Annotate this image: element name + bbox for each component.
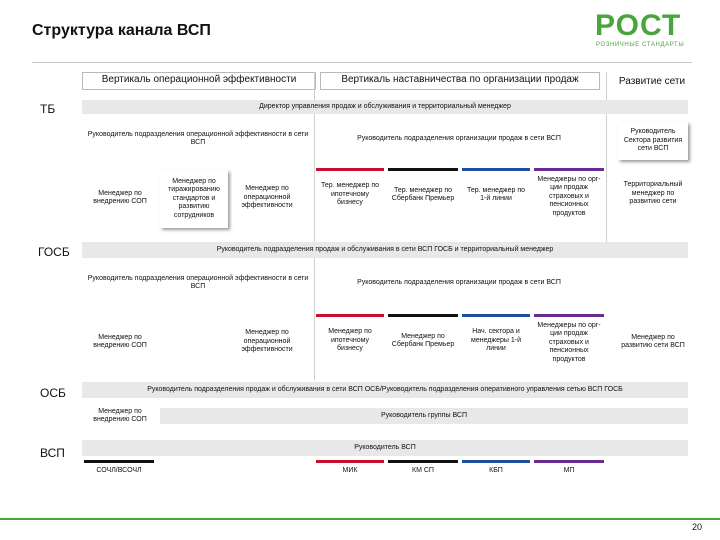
svg-text:РОЗНИЧНЫЕ СТАНДАРТЫ: РОЗНИЧНЫЕ СТАНДАРТЫ — [596, 42, 685, 48]
gosb-opeff-manager: Менеджер по операционной эффективности — [232, 318, 302, 366]
header-divider — [32, 62, 692, 63]
footer-line — [0, 518, 720, 520]
tb-line1-bar — [462, 168, 530, 171]
level-vsp: ВСП — [40, 446, 65, 460]
tb-opeff-manager: Менеджер по операционной эффективности — [232, 176, 302, 220]
vsp-kbp: КБП — [462, 463, 530, 479]
gosb-insurance-bar — [534, 314, 604, 317]
header-mentoring: Вертикаль наставничества по организации продаж — [320, 72, 600, 90]
tb-premier-bar — [388, 168, 458, 171]
osb-band: Руководитель подразделения продаж и обслуживания в сети ВСП ОСБ/Руководитель подразделения оперативного управления сетью ВСП ГОСБ — [82, 382, 688, 398]
gosb-mortgage-manager: Менеджер по ипотечному бизнесу — [316, 318, 384, 364]
gosb-sales-head: Руководитель подразделения организации продаж в сети ВСП — [320, 268, 598, 298]
vsp-kmsp: КМ СП — [388, 463, 458, 479]
gosb-premier-bar — [388, 314, 458, 317]
gosb-band: Руководитель подразделения продаж и обслуживания в сети ВСП ГОСБ и территориальный менеджер — [82, 242, 688, 258]
tb-mortgage-manager: Тер. менеджер по ипотечному бизнесу — [316, 172, 384, 218]
tb-network-head: Руководитель Сектора развития сети ВСП — [618, 122, 688, 160]
gosb-line1-bar — [462, 314, 530, 317]
gosb-mortgage-bar — [316, 314, 384, 317]
vsp-mp: МП — [534, 463, 604, 479]
tb-territorial-manager: Территориальный менеджер по развитию сети — [618, 174, 688, 214]
page-number: 20 — [691, 522, 702, 532]
vsp-band: Руководитель ВСП — [82, 440, 688, 456]
rost-logo-mark — [595, 8, 705, 50]
tb-replication-manager: Менеджер по тиражированию стандартов и развитию сотрудников — [160, 170, 228, 228]
header-network: Развитие сети — [618, 76, 686, 87]
tb-band: Директор управления продаж и обслуживания и территориальный менеджер — [82, 100, 688, 114]
gosb-premier-manager: Менеджер по Сбербанк Премьер — [388, 318, 458, 364]
level-tb: ТБ — [40, 102, 56, 116]
gosb-insurance-manager: Менеджеры по орг-ции продаж страховых и пенсионных продуктов — [534, 318, 604, 368]
gosb-ops-head: Руководитель подразделения операционной эффективности в сети ВСП — [82, 268, 314, 298]
osb-sop-manager: Менеджер по внедрению СОП — [84, 404, 156, 428]
level-gosb: ГОСБ — [38, 245, 70, 259]
header-operational: Вертикаль операционной эффективности — [82, 72, 316, 90]
osb-group-band: Руководитель группы ВСП — [160, 408, 688, 424]
gosb-network-manager: Менеджер по развитию сети ВСП — [618, 322, 688, 362]
svg-text:РОСТ: РОСТ — [595, 9, 682, 42]
tb-insurance-bar — [534, 168, 604, 171]
vsp-sochl: СОЧЛ/ВСОЧЛ — [84, 463, 154, 479]
column-separator — [314, 72, 315, 380]
vsp-mik: МИК — [316, 463, 384, 479]
tb-ops-head: Руководитель подразделения операционной эффективности в сети ВСП — [82, 124, 314, 154]
gosb-sop-manager: Менеджер по внедрению СОП — [84, 322, 156, 362]
tb-sop-manager: Менеджер по внедрению СОП — [84, 178, 156, 218]
tb-mortgage-bar — [316, 168, 384, 171]
gosb-line1-manager: Нач. сектора и менеджеры 1-й линии — [462, 318, 530, 364]
column-separator — [606, 72, 607, 242]
level-osb: ОСБ — [40, 386, 66, 400]
tb-insurance-manager: Менеджеры по орг-ции продаж страховых и пенсионных продуктов — [534, 172, 604, 222]
tb-premier-manager: Тер. менеджер по Сбербанк Премьер — [388, 172, 458, 218]
tb-line1-manager: Тер. менеджер по 1-й линии — [462, 172, 530, 218]
tb-sales-head: Руководитель подразделения организации продаж в сети ВСП — [320, 124, 598, 154]
rost-logo — [595, 8, 705, 50]
page-title: Структура канала ВСП — [32, 22, 211, 39]
